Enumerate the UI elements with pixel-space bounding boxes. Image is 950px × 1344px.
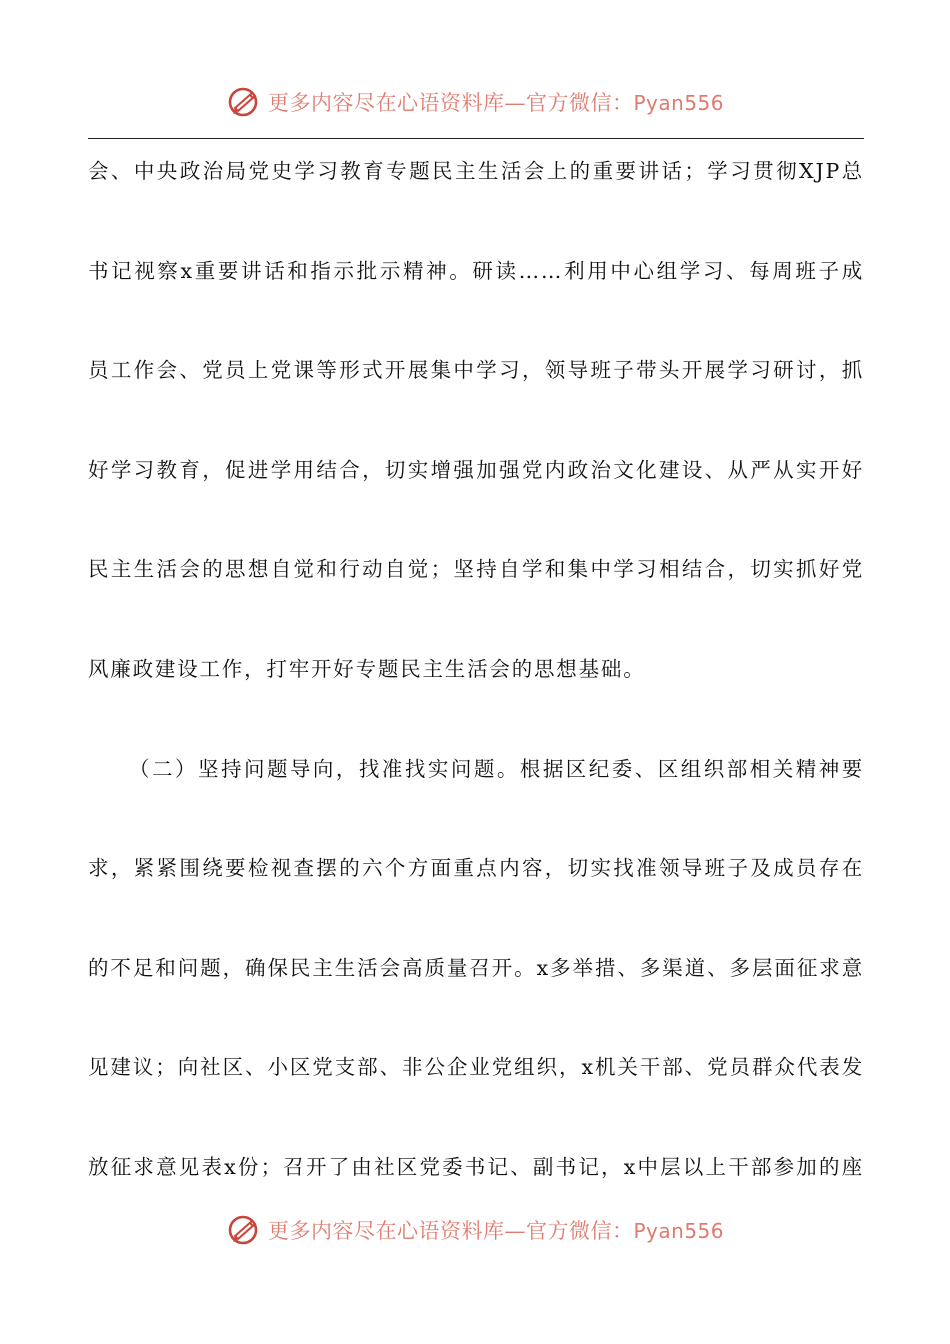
header-wechat-id: Pyan556 bbox=[633, 91, 724, 115]
body-line: 会、中央政治局党史学习教育专题民主生活会上的重要讲话；学习贯彻XJP总 bbox=[88, 159, 864, 183]
body-line: 员工作会、党员上党课等形式开展集中学习，领导班子带头开展学习研讨，抓 bbox=[88, 358, 864, 383]
footer-wechat-id: Pyan556 bbox=[633, 1219, 724, 1243]
body-line: 书记视察x重要讲话和指示批示精神。研读……利用中心组学习、每周班子成 bbox=[88, 258, 864, 283]
body-line: 民主生活会的思想自觉和行动自觉；坚持自学和集中学习相结合，切实抓好党 bbox=[88, 557, 864, 582]
body-line: 好学习教育，促进学用结合，切实增强加强党内政治文化建设、从严从实开好 bbox=[88, 457, 864, 482]
body-line: 放征求意见表x份；召开了由社区党委书记、副书记，x中层以上干部参加的座 bbox=[88, 1154, 864, 1179]
footer-banner bbox=[0, 1208, 950, 1252]
header-banner bbox=[0, 80, 950, 124]
header-divider bbox=[88, 138, 864, 139]
body-line: 的不足和问题，确保民主生活会高质量召开。x多举措、多渠道、多层面征求意 bbox=[88, 955, 864, 980]
header-banner-text: 更多内容尽在心语资料库—官方微信：Pyan556 bbox=[267, 91, 724, 115]
pen-logo-icon bbox=[226, 84, 262, 120]
footer-banner-text: 更多内容尽在心语资料库—官方微信：Pyan556 bbox=[267, 1219, 724, 1243]
document-body bbox=[88, 148, 864, 1244]
body-line: 求，紧紧围绕要检视查摆的六个方面重点内容，切实找准领导班子及成员存在 bbox=[88, 856, 864, 881]
body-line: 风廉政建设工作，打牢开好专题民主生活会的思想基础。 bbox=[88, 656, 646, 681]
body-line: （二）坚持问题导向，找准找实问题。根据区纪委、区组织部相关精神要 bbox=[129, 756, 864, 781]
pen-logo-icon bbox=[226, 1212, 262, 1248]
body-line: 见建议；向社区、小区党支部、非公企业党组织，x机关干部、党员群众代表发 bbox=[88, 1055, 864, 1080]
